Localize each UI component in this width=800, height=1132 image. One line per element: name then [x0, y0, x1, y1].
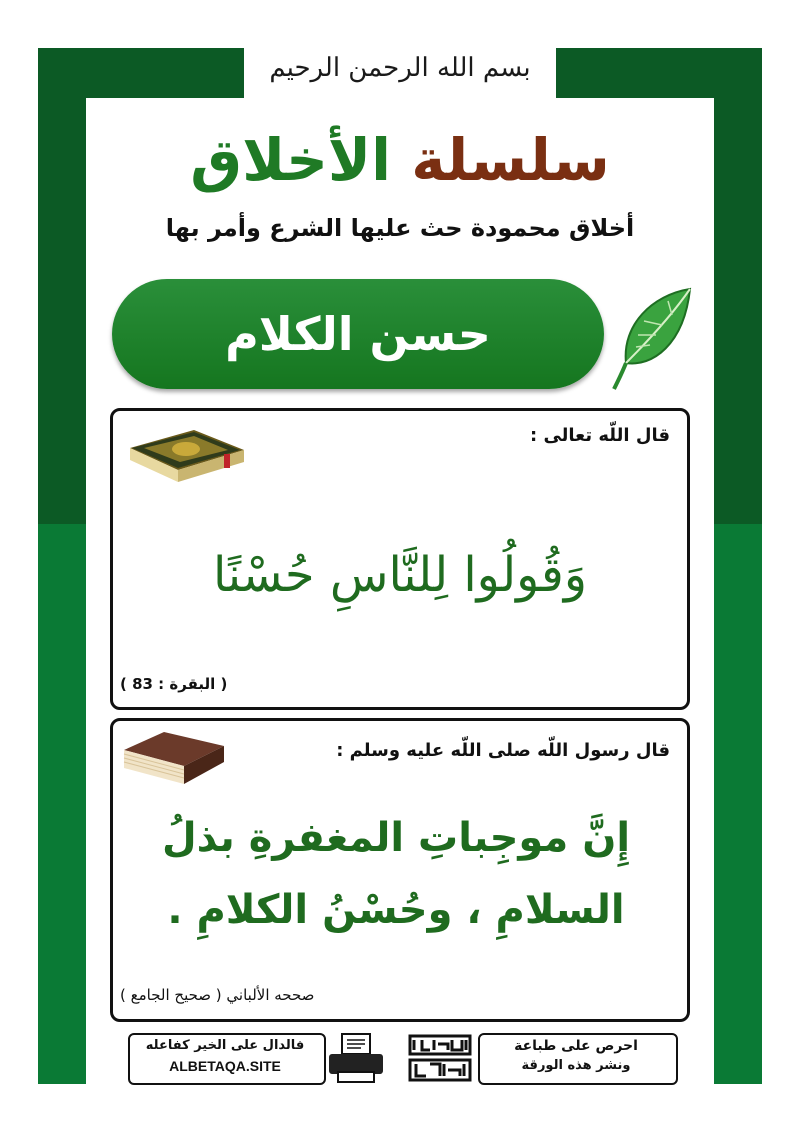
quran-intro: قال اللّه تعالى : — [529, 425, 670, 446]
series-title-word1: سلسلة — [411, 126, 610, 194]
series-title — [150, 120, 650, 200]
hadith-line-1: إِنَّ موجِباتِ المغفرةِ بذلُ — [161, 815, 631, 861]
basmala-calligraphy: بسم الله الرحمن الرحيم — [269, 53, 531, 83]
quran-book-icon — [124, 420, 246, 488]
footer-print-line-1: احرص على طباعة — [514, 1038, 638, 1054]
topic-title: حسن الكلام — [225, 307, 491, 361]
hadith-reference: صححه الألباني ( صحيح الجامع ) — [120, 986, 315, 1004]
daawa-logo — [404, 1030, 476, 1086]
quran-verse: وَقُولُوا لِلنَّاسِ حُسْنًا — [212, 547, 587, 603]
hadith-book-icon — [120, 728, 228, 788]
quran-reference: ( البقرة : 83 ) — [120, 675, 228, 693]
footer-print-line-2: ونشر هذه الورقة — [521, 1058, 631, 1073]
hadith-line-2: السلامِ ، وحُسْنُ الكلامِ . — [167, 887, 625, 933]
hadith-intro: قال رسول اللّه صلى اللّه عليه وسلم : — [336, 740, 670, 761]
series-subtitle: أخلاق محمودة حث عليها الشرع وأمر بها — [165, 214, 635, 242]
leaf-icon — [612, 285, 698, 393]
footer-website-link[interactable]: ALBETAQA.SITE — [169, 1058, 281, 1074]
footer-proverb: فالدال على الخير كفاعله — [145, 1038, 305, 1053]
printer-icon — [326, 1032, 386, 1084]
series-title-word2: الأخلاق — [190, 126, 391, 194]
